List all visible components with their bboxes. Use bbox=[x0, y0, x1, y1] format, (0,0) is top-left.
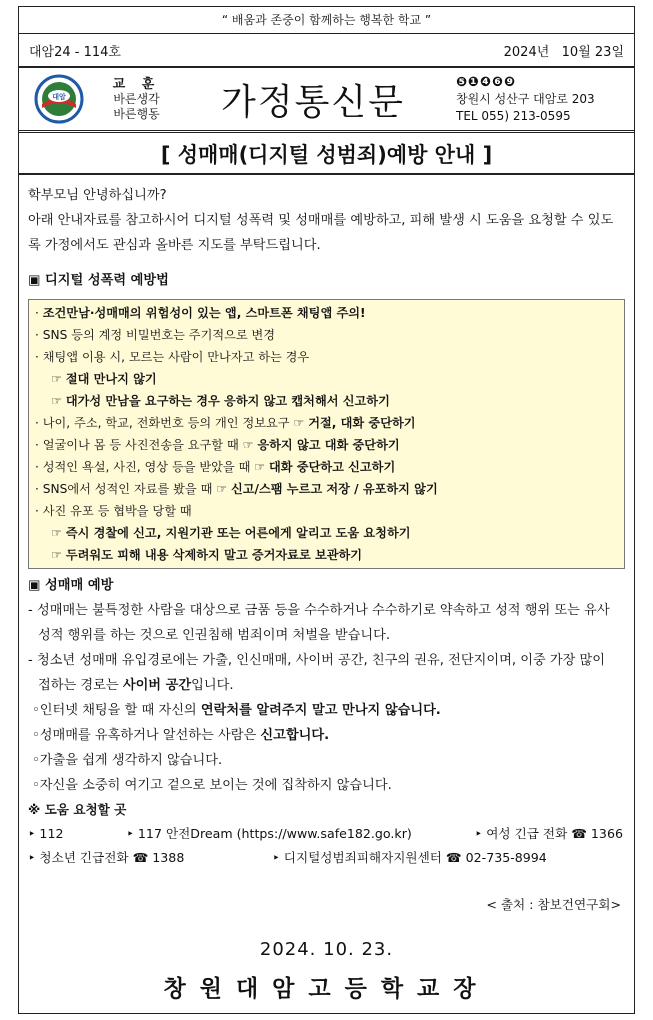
newsletter-title: 가정통신문 bbox=[221, 81, 405, 123]
prevention-item-text: · 채팅앱 이용 시, 모르는 사람이 만나자고 하는 경우 bbox=[35, 350, 310, 364]
school-address: 창원시 성산구 대암로 203 bbox=[456, 91, 595, 106]
greeting: 학부모님 안녕하십니까? bbox=[28, 188, 167, 203]
school-slogan: “ 배움과 존중이 함께하는 행복한 학교 ” bbox=[19, 7, 634, 34]
prevention-item-text: ☞ bbox=[51, 394, 66, 408]
help-1366: ‣ 여성 긴급 전화 ☎ 1366 bbox=[474, 826, 623, 841]
header-row bbox=[19, 34, 634, 68]
entry-path-text: - 청소년 성매매 유입경로에는 가출, 인신매매, 사이버 공간, 친구의 권유, 전단지이며, 이중 가장 많이 접하는 경로는 bbox=[28, 653, 618, 693]
prevention-bullet bbox=[28, 748, 625, 773]
prevention-item bbox=[35, 522, 618, 544]
prevention-item bbox=[35, 478, 618, 500]
prevention-item-bold: 대가성 만남을 요구하는 경우 응하지 않고 캡처해서 신고하기 bbox=[65, 394, 390, 408]
help-section bbox=[28, 798, 625, 870]
bullet-text: ◦가출을 쉽게 생각하지 않습니다. bbox=[32, 753, 223, 768]
help-row-1 bbox=[28, 822, 625, 846]
help-title: ※ 도움 요청할 곳 bbox=[28, 802, 127, 817]
prevention-item bbox=[35, 390, 618, 412]
main-content bbox=[19, 175, 634, 1001]
bullet-text: ◦성매매를 유혹하거나 알선하는 사람은 bbox=[32, 728, 261, 743]
section-digital-title: ▣ 디지털 성폭력 예방법 bbox=[28, 273, 169, 288]
help-digital-center: ‣ 디지털성범죄피해자지원센터 ☎ 02-735-8994 bbox=[272, 850, 547, 865]
prevention-bullet bbox=[28, 773, 625, 798]
bullet-bold: 신고합니다. bbox=[260, 728, 330, 743]
prevention-item-text: · bbox=[35, 306, 43, 320]
prevention-item-text: · 나이, 주소, 학교, 전화번호 등의 개인 정보요구 ☞ bbox=[35, 416, 309, 430]
help-row-2 bbox=[28, 846, 625, 870]
prevention-bullet bbox=[28, 723, 625, 748]
prevention-item-text: · 얼굴이나 몸 등 사진전송을 요구할 때 ☞ bbox=[35, 438, 258, 452]
footer-date: 2024. 10. 23. bbox=[259, 939, 394, 960]
prevention-item-bold: 신고/스팸 누르고 저장 / 유포하지 않기 bbox=[231, 482, 438, 496]
contact-block bbox=[452, 68, 634, 130]
bullet-bold: 연락처를 알려주지 말고 만나지 않습니다. bbox=[200, 703, 441, 718]
section-prostitution-title: ▣ 성매매 예방 bbox=[28, 578, 114, 593]
prevention-item bbox=[35, 434, 618, 456]
circled-digits: ❺❶❹❻❾ bbox=[456, 74, 517, 90]
prevention-item-bold: 즉시 경찰에 신고, 지원기관 또는 어른에게 알리고 도움 요청하기 bbox=[65, 526, 411, 540]
prevention-bullet bbox=[28, 698, 625, 723]
motto-line-1: 바른생각 bbox=[113, 91, 160, 106]
prevention-item-bold: 절대 만나지 않기 bbox=[65, 372, 157, 386]
prevention-item-bold: 응하지 않고 대화 중단하기 bbox=[257, 438, 400, 452]
prevention-item-bold: 대화 중단하고 신고하기 bbox=[269, 460, 396, 474]
bullet-text: ◦자신을 소중히 여기고 겉으로 보이는 것에 집착하지 않습니다. bbox=[32, 778, 392, 793]
prevention-item bbox=[35, 324, 618, 346]
prevention-item-bold: 두려워도 피해 내용 삭제하지 말고 증거자료로 보관하기 bbox=[65, 548, 363, 562]
entry-path-end: 입니다. bbox=[191, 678, 234, 693]
bullet-text: ◦인터넷 채팅을 할 때 자신의 bbox=[32, 703, 201, 718]
prostitution-definition: - 성매매는 불특정한 사람을 대상으로 금품 등을 수수하거나 수수하기로 약속하고 성적 행위 또는 유사 성적 행위를 하는 것으로 인권침해 범죄이며 처벌을 받습니다. bbox=[28, 603, 610, 643]
motto-title: 교 훈 bbox=[112, 76, 161, 92]
prevention-item-text: · 성적인 욕설, 사진, 영상 등을 받았을 때 ☞ bbox=[35, 460, 270, 474]
prevention-item-text: · SNS 등의 계정 비밀번호는 주기적으로 변경 bbox=[35, 328, 276, 342]
issue-date: 2024년 10월 23일 bbox=[503, 44, 624, 60]
prevention-item bbox=[35, 302, 618, 324]
intro-body: 아래 안내자료를 참고하시어 디지털 성폭력 및 성매매를 예방하고, 피해 발생 시 도움을 요청할 수 있도록 가정에서도 관심과 올바른 지도를 부탁드립니다. bbox=[28, 213, 614, 253]
prevention-item-bold: 거절, 대화 중단하기 bbox=[308, 416, 416, 430]
masthead bbox=[19, 68, 634, 133]
source-note: < 출처 : 참보건연구회> bbox=[486, 897, 621, 912]
school-phone: TEL 055) 213-0595 bbox=[456, 108, 571, 123]
prevention-item bbox=[35, 456, 618, 478]
newsletter-page bbox=[18, 6, 635, 1014]
prevention-item-text: ☞ bbox=[51, 548, 66, 562]
entry-path-bold: 사이버 공간 bbox=[122, 678, 192, 693]
school-motto bbox=[99, 68, 174, 130]
entry-path-paragraph bbox=[28, 648, 625, 698]
headline: [ 성매매(디지털 성범죄)예방 안내 ] bbox=[19, 133, 634, 175]
prevention-item bbox=[35, 544, 618, 566]
prevention-item bbox=[35, 412, 618, 434]
help-117: ‣ 117 안전Dream (https://www.safe182.go.kr) bbox=[126, 826, 412, 841]
help-112: ‣ 112 bbox=[28, 826, 64, 841]
logo-cell bbox=[19, 68, 99, 130]
help-1388: ‣ 청소년 긴급전화 ☎ 1388 bbox=[28, 850, 185, 865]
logo-text: 대암 bbox=[52, 93, 66, 101]
motto-line-2: 바른행동 bbox=[113, 106, 160, 121]
prevention-bullets bbox=[28, 698, 625, 798]
prevention-item-text: ☞ bbox=[51, 372, 66, 386]
digital-prevention-box bbox=[28, 299, 625, 569]
prevention-item bbox=[35, 500, 618, 522]
prevention-item bbox=[35, 346, 618, 368]
prevention-item-text: · 사진 유포 등 협박을 당할 때 bbox=[35, 504, 192, 518]
document-number: 대암24 - 114호 bbox=[29, 44, 121, 60]
prevention-item-text: ☞ bbox=[51, 526, 66, 540]
school-logo-icon bbox=[34, 74, 84, 124]
principal-signature: 창원대암고등학교장 bbox=[163, 975, 490, 1002]
prevention-item-bold: 조건만남·성매매의 위험성이 있는 앱, 스마트폰 채팅앱 주의! bbox=[42, 306, 366, 320]
prevention-item bbox=[35, 368, 618, 390]
prevention-item-text: · SNS에서 성적인 자료를 봤을 때 ☞ bbox=[35, 482, 232, 496]
